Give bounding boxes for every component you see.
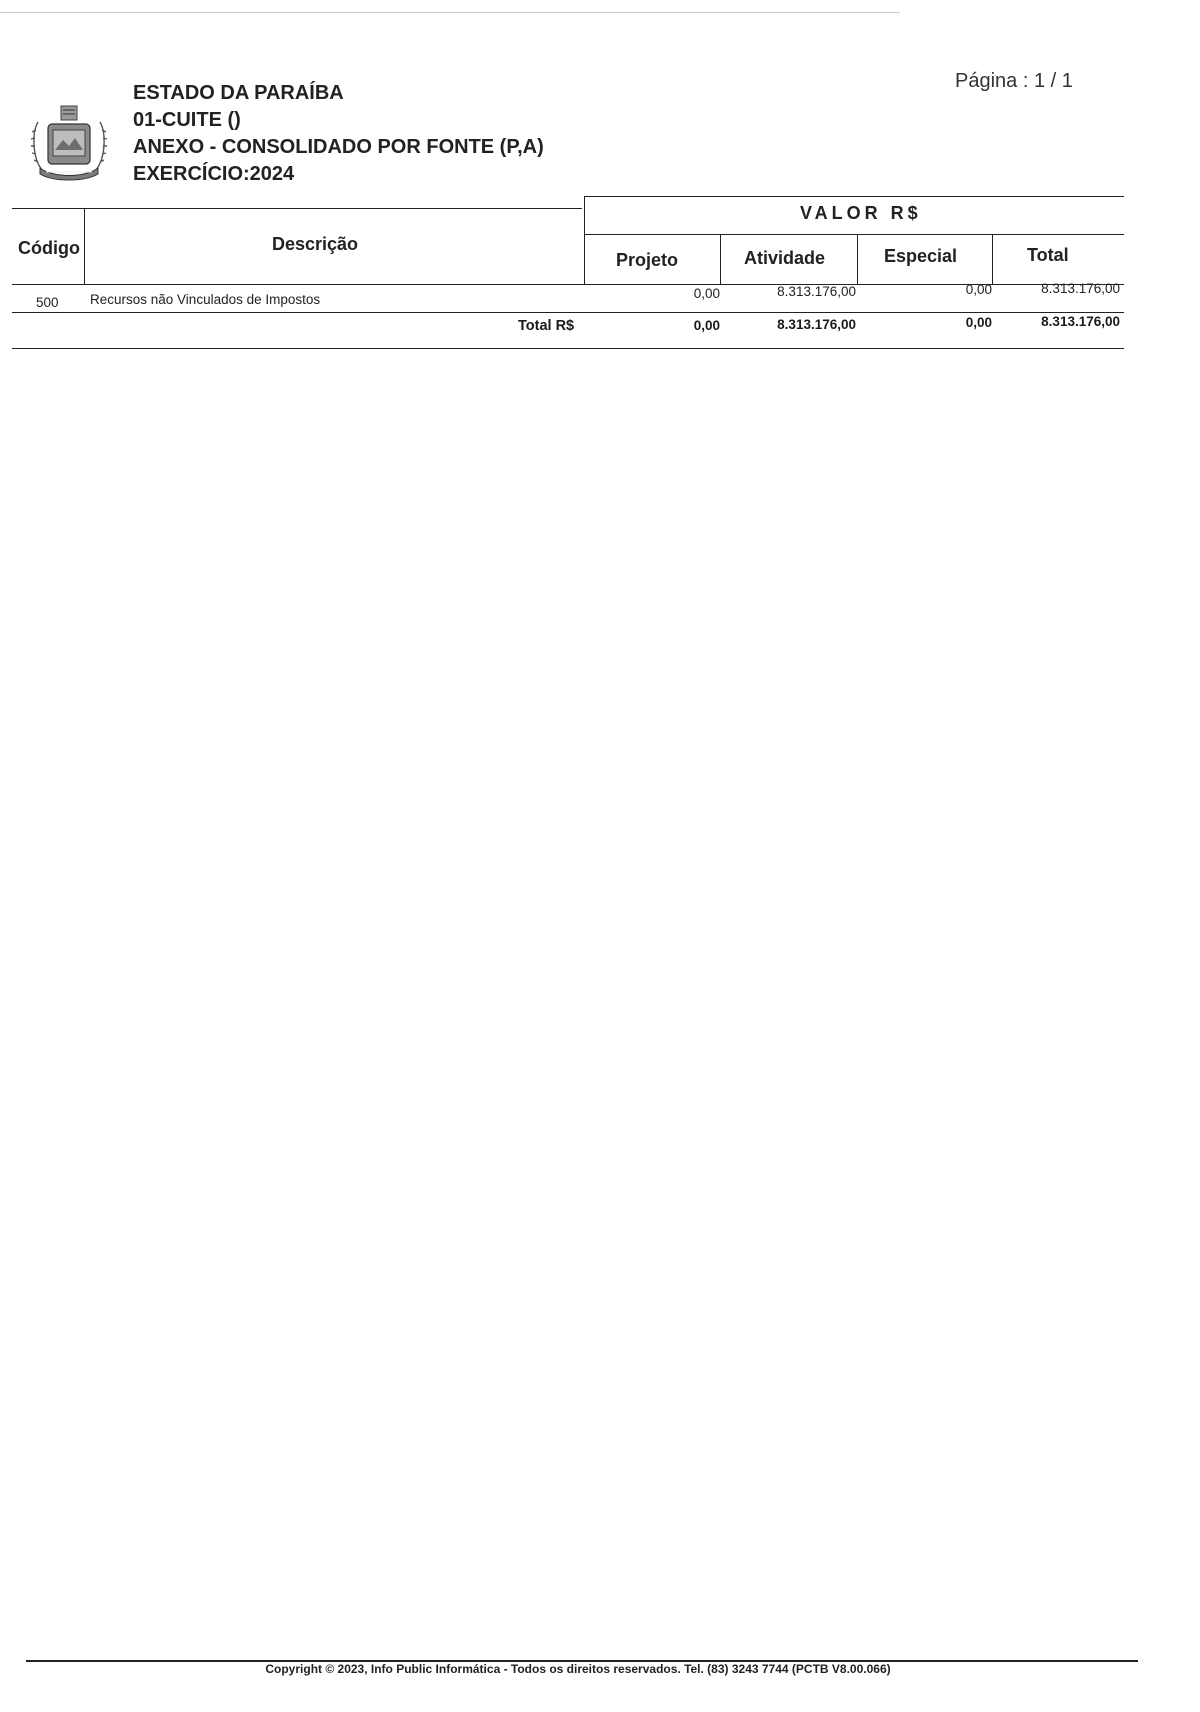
footer-copyright: Copyright © 2023, Info Public Informática - Todos os direitos reservados. Tel. (83) 3243 7744 (PCTB V8.00.066) xyxy=(265,1662,891,1676)
column-header-special: Especial xyxy=(884,246,958,266)
state-name: ESTADO DA PARAÍBA xyxy=(133,82,344,104)
project-column-divider xyxy=(720,234,721,284)
totals-total-value: 8.313.176,00 xyxy=(1041,314,1120,329)
valor-group-divider xyxy=(584,234,1124,235)
totals-activity-value: 8.313.176,00 xyxy=(777,317,856,332)
exercise-year: EXERCÍCIO:2024 xyxy=(133,163,295,185)
description-column-divider xyxy=(584,196,585,284)
totals-project-value: 0,00 xyxy=(693,318,720,333)
report-header xyxy=(133,80,544,188)
column-header-total: Total xyxy=(1027,245,1069,265)
special-column-divider xyxy=(992,234,993,284)
page-number: Página : 1 / 1 xyxy=(955,70,1073,92)
column-header-description: Descrição xyxy=(272,234,359,254)
coat-of-arms-icon xyxy=(28,102,110,182)
row-description: Recursos não Vinculados de Impostos xyxy=(90,292,321,307)
scan-edge-line xyxy=(0,12,900,13)
totals-special-value: 0,00 xyxy=(965,315,992,330)
row-project-value: 0,00 xyxy=(693,286,720,301)
code-column-divider xyxy=(84,208,85,284)
table-top-border-right xyxy=(584,196,1124,197)
row-activity-value: 8.313.176,00 xyxy=(777,284,856,299)
column-header-project: Projeto xyxy=(616,250,679,270)
column-header-code: Código xyxy=(18,238,80,258)
totals-label: Total R$ xyxy=(518,318,575,334)
annex-title: ANEXO - CONSOLIDADO POR FONTE (P,A) xyxy=(133,136,544,158)
table-top-border-left xyxy=(12,208,582,209)
activity-column-divider xyxy=(857,234,858,284)
row-code: 500 xyxy=(36,295,59,310)
column-header-activity: Atividade xyxy=(744,248,826,268)
table-bottom-border xyxy=(12,348,1124,349)
row-special-value: 0,00 xyxy=(965,282,992,297)
row-bottom-border xyxy=(12,312,1124,313)
row-total-value: 8.313.176,00 xyxy=(1041,281,1120,296)
column-group-header-valor: VALOR R$ xyxy=(800,203,922,223)
entity-name: 01-CUITE () xyxy=(133,109,241,131)
